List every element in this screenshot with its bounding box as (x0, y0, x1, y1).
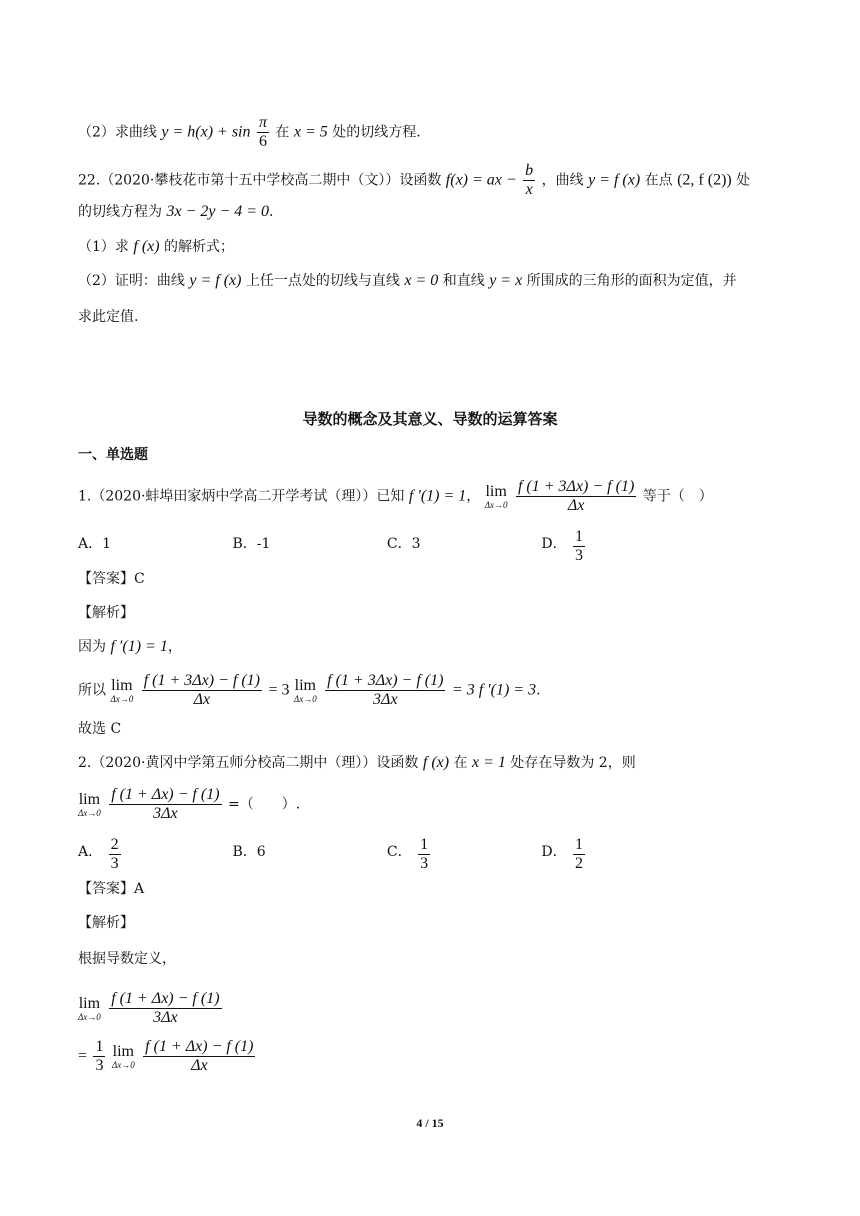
a2-step2 (78, 1038, 257, 1075)
q22-part1 (78, 236, 234, 258)
q21-text: 在 (275, 124, 290, 141)
q22-line-yx: y = x (489, 272, 523, 289)
a2-answer: 【答案】A (78, 881, 145, 897)
q22-text: 的解析式； (164, 239, 235, 255)
a2-options (78, 836, 587, 873)
option-b: B．6 (232, 844, 266, 860)
a1-so-fraction-1: $\frac{f (1 + 3\Delta x) - f (1)}{\Delta x}$ (143, 672, 260, 708)
lim-operator: lim Δx→0 (111, 1042, 135, 1070)
a1-so-fraction-2: $\frac{f (1 + 3\Delta x) - f (1)}{3\Delta x}$ (327, 672, 444, 708)
q22-text: 22.（2020·攀枝花市第十五中学校高二期中（文））设函数 (78, 172, 442, 189)
q22-text: 和直线 (442, 273, 485, 289)
lim-operator: lim Δx→0 (484, 482, 508, 510)
a1-options (78, 528, 587, 565)
a1-analysis: 【解析】 (78, 605, 134, 621)
a2-step2-fraction: $\frac{f (1 + \Delta x) - f (1)}{\Delta x}$ (145, 1038, 254, 1074)
q22-text: 处 (736, 172, 751, 189)
option-d: D． (541, 536, 567, 552)
q22-part2-cont (78, 306, 138, 328)
one-third-fraction: $\frac{1}{3}$ (95, 1038, 104, 1074)
q22-curve: y = f (x) (588, 171, 641, 189)
a1-eq: = 3 (268, 681, 290, 699)
q22-part2 (78, 270, 737, 292)
q22-text: （1）求 (78, 239, 129, 255)
a1-fraction: $\frac{f (1 + 3\Delta x) - f (1)}{\Delta x}$ (517, 478, 635, 514)
a2-fraction: $\frac{f (1 + \Delta x) - f (1)}{3\Delta x}$ (111, 786, 220, 822)
a1-text: 因为 (78, 639, 106, 655)
a1-answer: 【答案】C (78, 571, 145, 587)
option-c: C．3 (386, 536, 421, 552)
a2-step1-fraction: $\frac{f (1 + \Delta x) - f (1)}{3\Delta x}$ (111, 990, 220, 1026)
a2-text: =（ ）. (227, 796, 301, 813)
a1-text: 等于（ ） (642, 488, 713, 505)
q21-at: x = 5 (293, 123, 328, 141)
q22-tangent: 3x − 2y − 4 = 0 (166, 203, 270, 220)
q22-text: . (269, 204, 274, 220)
option-a: A．1 (78, 536, 112, 552)
a1-because (78, 636, 182, 658)
option-a: A． (78, 844, 103, 860)
q22-text: 的切线方程为 (78, 204, 162, 220)
option-b: B．-1 (232, 536, 271, 552)
a2-text: 在 (453, 755, 468, 771)
option-a-fraction: $\frac{2}{3}$ (110, 836, 119, 872)
q22-text: 求此定值. (78, 309, 139, 325)
lim-operator: lim Δx→0 (78, 790, 101, 818)
q22-line-x0: x = 0 (404, 272, 439, 289)
option-d-fraction: $\frac{1}{2}$ (575, 836, 584, 872)
a2-question (78, 752, 636, 774)
a1-text: . (536, 682, 541, 699)
lim-operator: lim Δx→0 (78, 994, 101, 1022)
page-number: 4 / 15 (416, 1116, 444, 1130)
lim-operator: lim Δx→0 (110, 676, 134, 704)
a1-question (78, 478, 713, 515)
a1-expr: f ′(1) = 1 (110, 638, 168, 655)
a1-given: f ′(1) = 1 (408, 487, 467, 505)
q22-function: f(x) = ax − (445, 171, 517, 189)
a2-limit (78, 786, 300, 823)
option-c-fraction: $\frac{1}{3}$ (420, 836, 429, 872)
a1-text: 所以 (78, 682, 106, 699)
a2-step1 (78, 990, 224, 1027)
option-d-fraction: $\frac{1}{3}$ (575, 528, 584, 564)
q22-text: （2）证明：曲线 (78, 273, 185, 289)
lim-operator: lim Δx→0 (293, 676, 317, 704)
a1-text: ， (466, 488, 481, 505)
a2-at: x = 1 (472, 754, 506, 771)
a2-text: 2.（2020·黄冈中学第五师分校高二期中（理））设函数 (78, 755, 419, 771)
q22-text: 所围成的三角形的面积为定值，并 (526, 273, 737, 289)
q21-part2 (78, 114, 421, 151)
q22-curve: y = f (x) (189, 272, 242, 289)
q21-formula: y = h(x) + sin (161, 123, 251, 141)
q22-line1 (78, 162, 750, 199)
a1-text: 1.（2020·蚌埠田家炳中学高二开学考试（理））已知 (78, 488, 405, 505)
q22-text: 上任一点处的切线与直线 (245, 273, 400, 289)
a1-so (78, 672, 541, 709)
q22-text: ，曲线 (541, 172, 584, 189)
q21-text: （2）求曲线 (78, 124, 157, 141)
a2-f: f (x) (422, 754, 450, 771)
option-d: D． (541, 844, 567, 860)
q22-point: (2, f (2)) (677, 171, 732, 189)
q22-line2 (78, 201, 274, 223)
a1-text: ， (167, 639, 182, 655)
b-over-x-fraction: $\frac{b}{x}$ (525, 162, 534, 198)
q22-f: f (x) (133, 238, 160, 255)
a2-text: 处存在导数为 2，则 (510, 755, 636, 771)
a1-result: = 3 f ′(1) = 3 (451, 681, 537, 699)
answer-title: 导数的概念及其意义、导数的运算答案 (302, 410, 558, 428)
a2-eq: = (78, 1047, 88, 1065)
a2-analysis: 【解析】 (78, 915, 134, 931)
q22-text: 在点 (644, 172, 673, 189)
option-c: C． (386, 844, 412, 860)
q21-text: 处的切线方程. (332, 124, 421, 141)
pi-over-6-fraction: $\frac{\pi}{6}$ (258, 114, 267, 150)
section-heading: 一、单选题 (78, 447, 148, 463)
a1-choose: 故选 C (78, 721, 122, 737)
a2-def: 根据导数定义， (78, 951, 176, 967)
